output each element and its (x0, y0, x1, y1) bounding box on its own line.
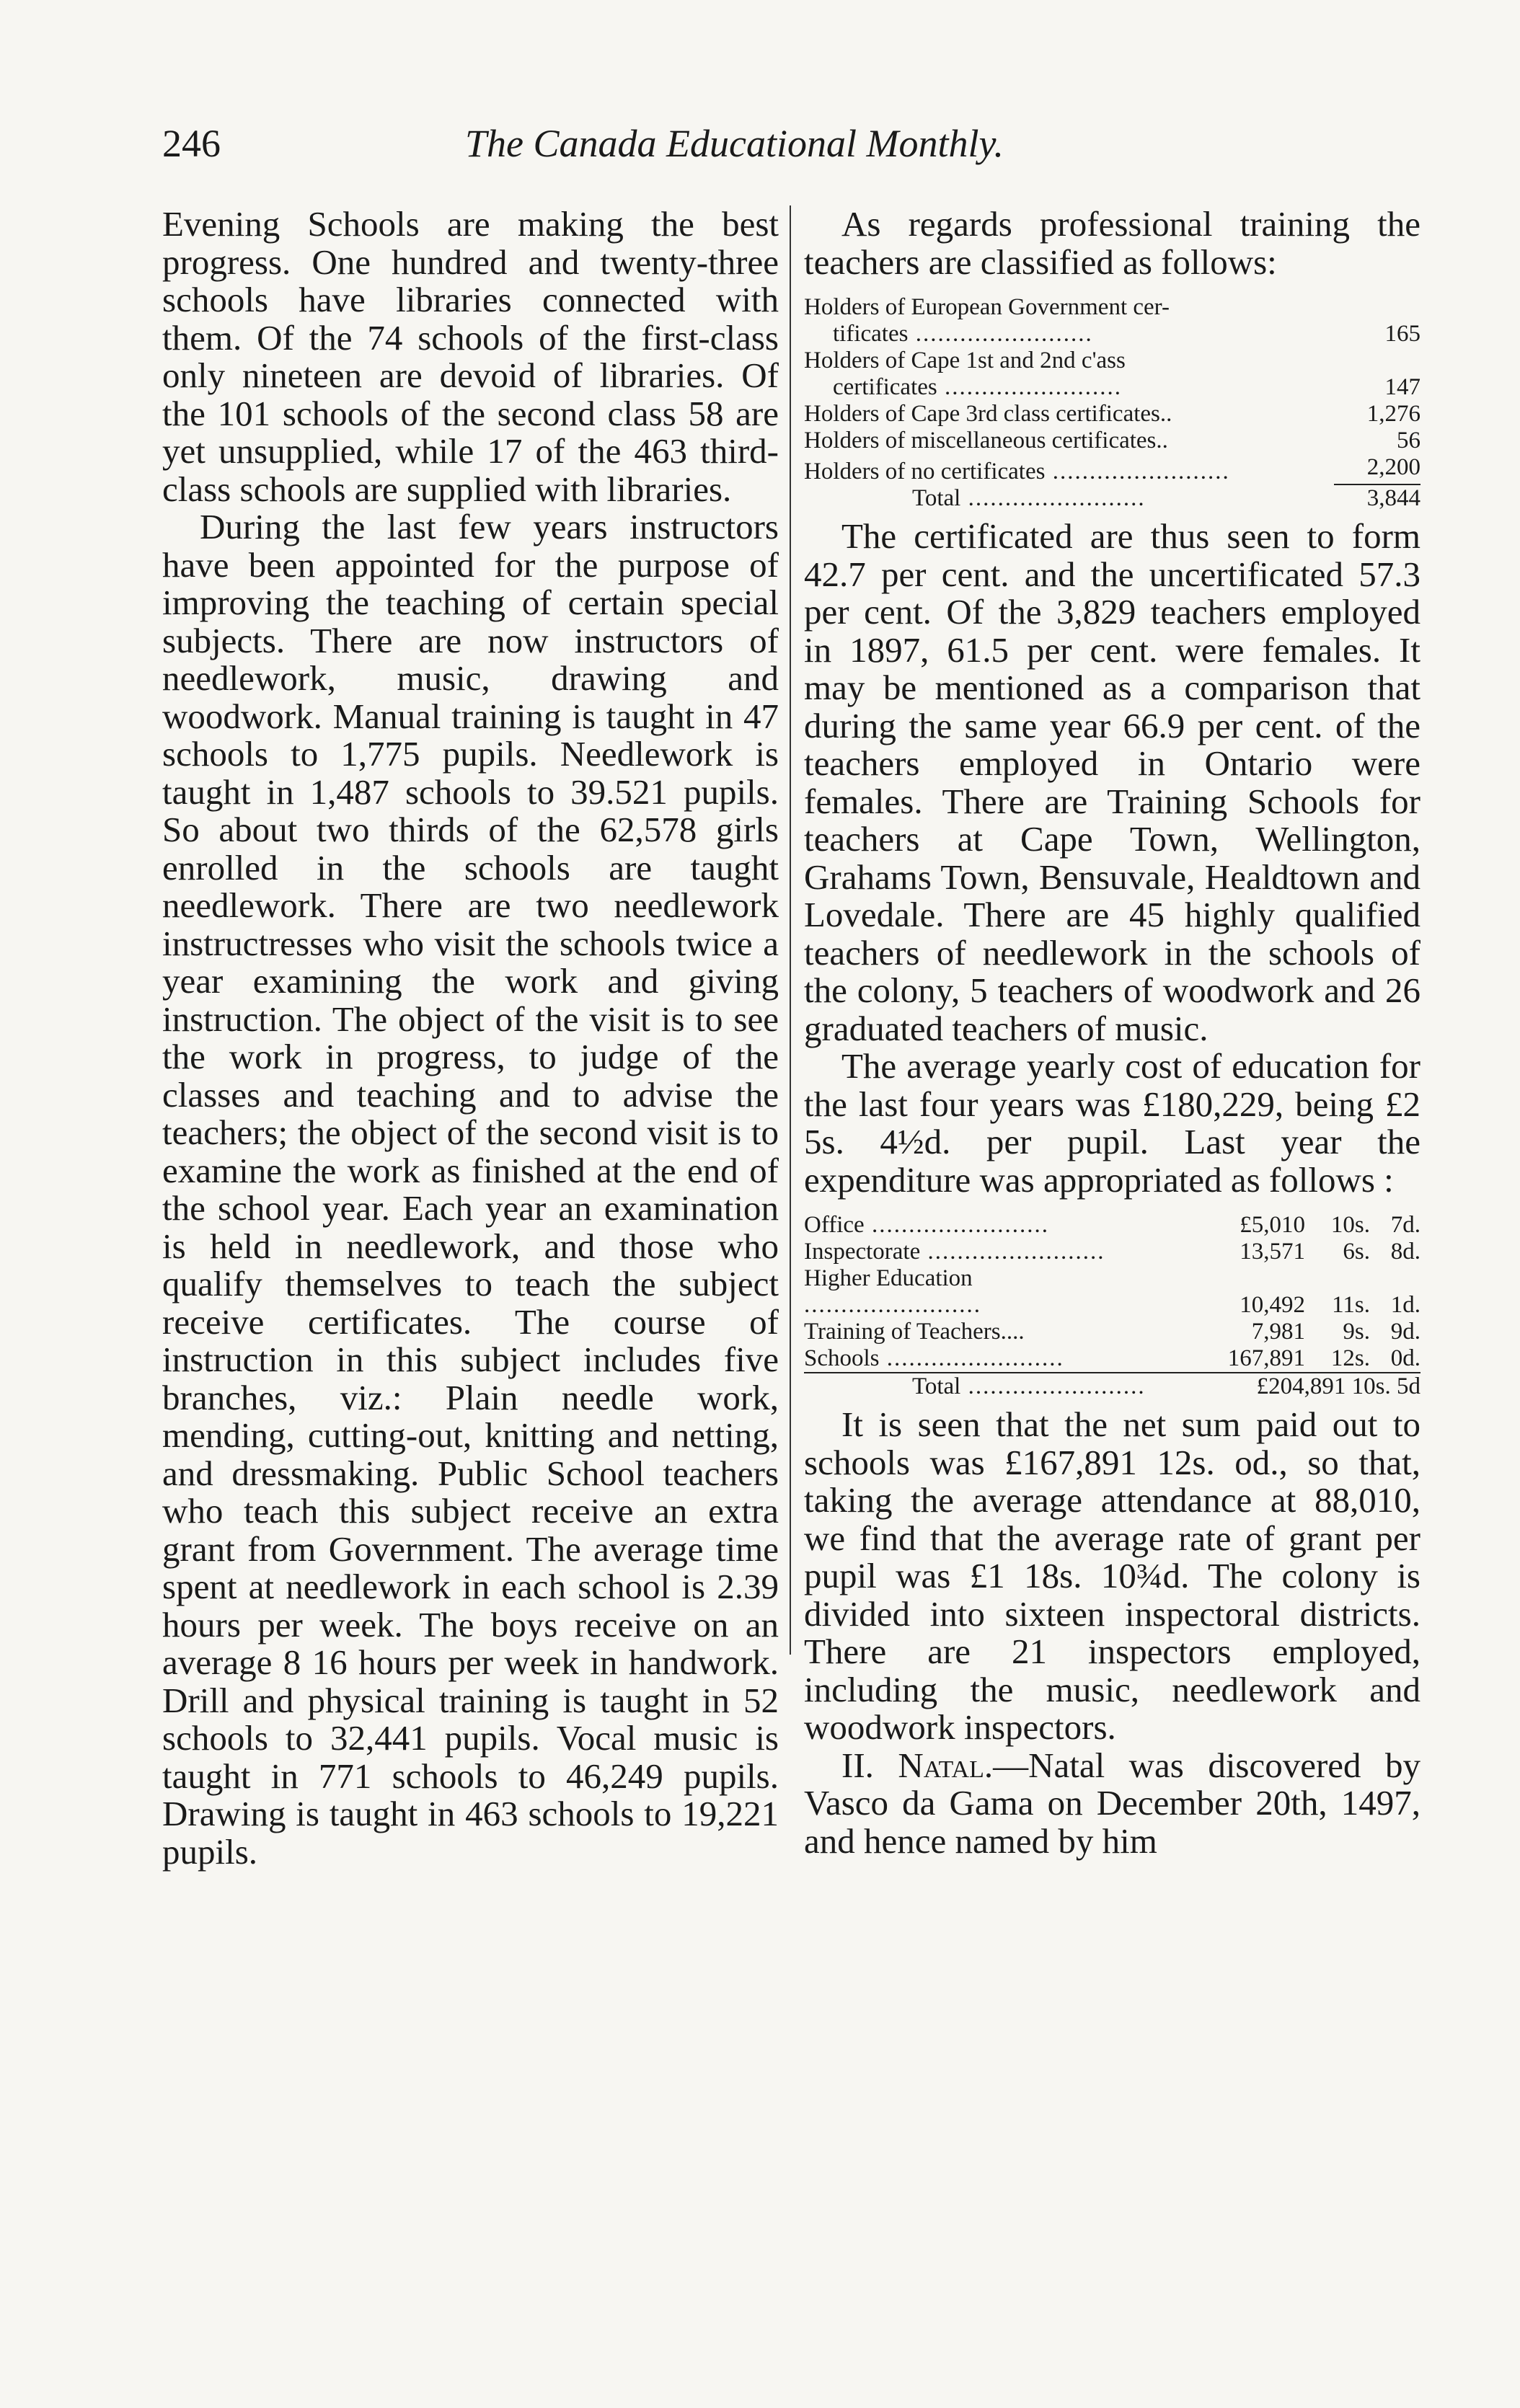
right-column (804, 205, 1420, 1860)
page-header (162, 121, 1431, 179)
total-label: Total ..... (804, 485, 1317, 512)
row-value: 1,276 (1366, 401, 1420, 427)
row-value: 56 (1397, 428, 1420, 453)
expenditure-table (804, 1212, 1420, 1400)
row-label: Holders of miscellaneous certificates.. (804, 428, 1168, 453)
row-value: 165 (1384, 321, 1420, 347)
table-row (804, 321, 1420, 348)
total-value: 3,844 (1366, 485, 1420, 511)
row-label-cont: certificates ..... (804, 374, 1317, 401)
table-row (804, 348, 1420, 374)
table-row (804, 454, 1420, 485)
row-label-cont: tificates ..... (804, 321, 1317, 348)
row-label: Holders of Cape 3rd class certificates.. (804, 401, 1172, 427)
running-title: The Canada Educational Monthly. (465, 122, 1004, 165)
paragraph-cost: The average yearly cost of education for the last four years was £180,229, being £2 5s. 4½d. per pupil. Last year the expenditure was appropriated as follows : (804, 1046, 1420, 1200)
row-label: Holders of no certificates ..... (804, 454, 1317, 485)
table-row: Higher Education ..... 10,492 11s. 1d. (804, 1265, 1420, 1319)
table-row: Training of Teachers.... 7,981 9s. 9d. (804, 1319, 1420, 1345)
table-row: Office ..... £5,010 10s. 7d. (804, 1212, 1420, 1239)
paragraph-net-sum: It is seen that the net sum paid out to schools was £167,891 12s. od., so that, taking the average attendance at 88,010, we find that the average rate of grant per pupil was £1 18s. 10¾d. The colony is divided into sixteen inspectoral districts. There are 21 inspectors employed, including the music, needlework and woodwork inspectors. (804, 1404, 1420, 1747)
row-value: 2,200 (1317, 454, 1420, 485)
paragraph-natal: II. Natal.—Natal was discovered by Vasco da Gama on December 20th, 1497, and hence named by him (804, 1745, 1420, 1861)
table-row (804, 401, 1420, 428)
paragraph-professional-training: As regards professional training the teachers are classified as follows: (804, 204, 1420, 282)
left-column (162, 205, 779, 1871)
row-label: Holders of Cape 1st and 2nd c'ass (804, 348, 1126, 373)
row-value: 147 (1384, 374, 1420, 400)
table-row (804, 294, 1420, 321)
paragraph-libraries: Evening Schools are making the best progress. One hundred and twenty-three schools have libraries connected with them. Of the 74 schools of the first-class only nineteen are devoid of libraries. Of the 101 schools of the second class 58 are yet unsupplied, while 17 of the 463 third-class schools are supplied with libraries. (162, 204, 779, 509)
paragraph-special-subjects: During the last few years instructors have been appointed for the purpose of improving the teaching of certain special subjects. There are now instructors of needlework, music, drawing and woodwork. Manual training is taught in 47 schools to 1,775 pupils. Needlework is taught in 1,487 schools to 39.521 pupils. So about two thirds of the 62,578 girls enrolled in the schools are taught needlework. There are two needlework instructresses who visit the schools twice a year examining the work and giving instruction. The object of the visit is to see the work in progress, to judge of the classes and teaching and to advise the teachers; the object of the second visit is to examine the work as finished at the end of the school year. Each year an examination is held in needlework, and those who qualify themselves to teach the subject receive certificates. The course of instruction in this subject includes five branches, viz.: Plain needle work, mending, cutting-out, knitting and netting, and dressmaking. Public School teachers who teach this subject receive an extra grant from Government. The average time spent at needlework in each school is 2.39 hours per week. The boys receive on an average 8 16 hours per week in handwork. Drill and physical training is taught in 52 schools to 32,441 pupils. Vocal music is taught in 771 schools to 46,249 pupils. Drawing is taught in 463 schools to 19,221 pupils. (162, 507, 779, 1872)
table-row: Schools ..... 167,891 12s. 0d. (804, 1345, 1420, 1373)
total-value: £204,891 10s. 5d (1154, 1373, 1420, 1400)
row-label: Holders of European Government cer- (804, 294, 1170, 320)
certificates-table (804, 294, 1420, 512)
column-divider (790, 205, 791, 1655)
table-row: Inspectorate ..... 13,571 6s. 8d. (804, 1239, 1420, 1265)
section-heading: II. Natal. (841, 1745, 994, 1785)
page-number: 246 (162, 122, 221, 165)
total-row: Total ..... £204,891 10s. 5d (804, 1373, 1420, 1400)
paragraph-certificated: The certificated are thus seen to form 42.7 per cent. and the uncertificated 57.3 per cent. Of the 3,829 teachers employed in 1897, 61.5 per cent. were females. It may be mentioned as a comparison that during the same year 66.9 per cent. of the teachers employed in Ontario were females. There are Training Schools for teachers at Cape Town, Wellington, Grahams Town, Bensuvale, Healdtown and Lovedale. There are 45 highly qualified teachers of needlework in the schools of the colony, 5 teachers of woodwork and 26 graduated teachers of music. (804, 516, 1420, 1048)
total-row (804, 485, 1420, 512)
table-row (804, 374, 1420, 401)
table-row (804, 428, 1420, 454)
